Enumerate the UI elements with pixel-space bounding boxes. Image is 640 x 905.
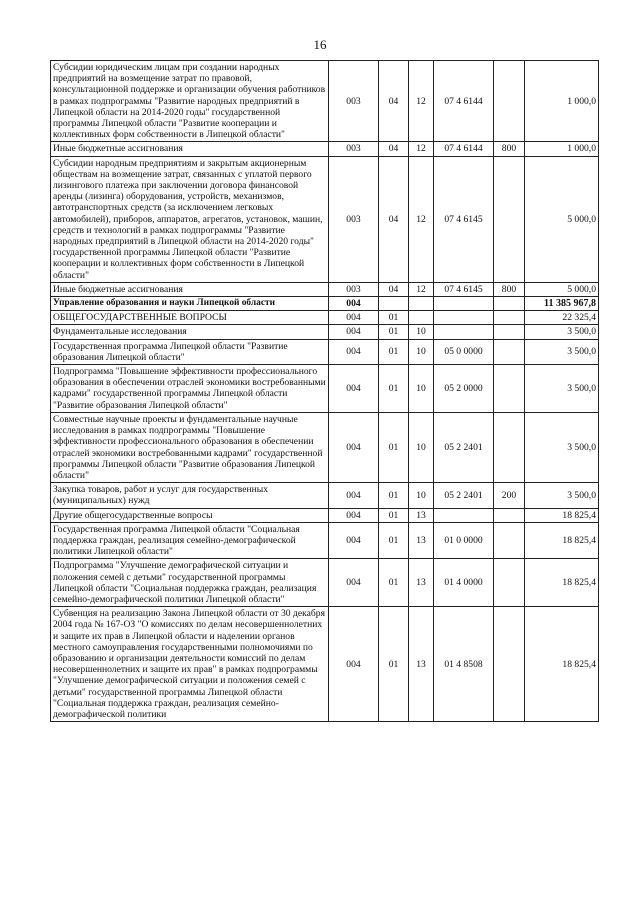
amount-cell: 18 825,4 (525, 522, 599, 559)
target-article-cell: 05 2 2401 (434, 483, 494, 508)
admin-code-cell: 004 (329, 311, 379, 325)
amount-cell: 5 000,0 (525, 156, 599, 282)
section-code-cell: 01 (379, 325, 409, 339)
expense-name-cell: Совместные научные проекты и фундаментальные научные исследования в рамках подпрограммы "Повышение эффективности профессионального образования в обеспечении отраслей экономики востребованными кадрами" государственной программы Липецкой области "Развитие образования Липецкой области" (51, 412, 329, 482)
budget-table (50, 60, 599, 722)
admin-code-cell: 004 (329, 559, 379, 607)
expense-name-cell: Подпрограмма "Повышение эффективности профессионального образования в обеспечении отраслей экономики востребованными кадрами" государственной программы Липецкой области "Развитие образования Липецкой области" (51, 365, 329, 413)
target-article-cell: 07 4 6144 (434, 61, 494, 142)
section-code-cell: 01 (379, 339, 409, 364)
expense-type-cell (494, 325, 525, 339)
amount-cell: 22 325,4 (525, 311, 599, 325)
subsection-code-cell: 10 (409, 365, 434, 413)
table-row (51, 325, 599, 339)
admin-code-cell: 004 (329, 339, 379, 364)
table-row (51, 311, 599, 325)
expense-name-cell: Подпрограмма "Улучшение демографической ситуации и положения семей с детьми" государственной программы Липецкой области "Социальная поддержка граждан, реализация семейно-демографической политики Липецкой области" (51, 559, 329, 607)
amount-cell: 3 500,0 (525, 412, 599, 482)
admin-code-cell: 004 (329, 508, 379, 522)
table-row (51, 365, 599, 413)
section-code-cell: 01 (379, 365, 409, 413)
expense-name-cell: Иные бюджетные ассигнования (51, 142, 329, 156)
amount-cell: 18 825,4 (525, 559, 599, 607)
section-code-cell: 01 (379, 607, 409, 722)
amount-cell: 3 500,0 (525, 483, 599, 508)
section-code-cell: 01 (379, 508, 409, 522)
expense-type-cell (494, 522, 525, 559)
expense-name-cell: Государственная программа Липецкой области "Социальная поддержка граждан, реализация семейно-демографической политики Липецкой области" (51, 522, 329, 559)
amount-cell: 18 825,4 (525, 508, 599, 522)
admin-code-cell: 003 (329, 142, 379, 156)
target-article-cell: 01 4 0000 (434, 559, 494, 607)
expense-type-cell (494, 297, 525, 311)
expense-name-cell: Государственная программа Липецкой области "Развитие образования Липецкой области" (51, 339, 329, 364)
admin-code-cell: 004 (329, 412, 379, 482)
budget-table-body (51, 61, 599, 722)
subsection-code-cell: 13 (409, 607, 434, 722)
expense-name-cell: Субвенция на реализацию Закона Липецкой области от 30 декабря 2004 года № 167-ОЗ "О комиссиях по делам несовершеннолетних и защите их прав в Липецкой области и наделении органов местного самоуправления государственными полномочиями по образованию и организации деятельности комиссий по делам несовершеннолетних и защите их прав" в рамках подпрограммы "Улучшение демографической ситуации и положения семей с детьми" государственной программы Липецкой области "Социальная поддержка граждан, реализация семейно-демографической политики (51, 607, 329, 722)
subsection-code-cell: 12 (409, 156, 434, 282)
subsection-code-cell: 10 (409, 412, 434, 482)
table-row (51, 412, 599, 482)
admin-code-cell: 003 (329, 156, 379, 282)
amount-cell: 5 000,0 (525, 282, 599, 296)
target-article-cell (434, 508, 494, 522)
table-row (51, 483, 599, 508)
target-article-cell: 05 0 0000 (434, 339, 494, 364)
subsection-code-cell: 10 (409, 325, 434, 339)
expense-name-cell: Другие общегосударственные вопросы (51, 508, 329, 522)
expense-name-cell: Закупка товаров, работ и услуг для государственных (муниципальных) нужд (51, 483, 329, 508)
expense-type-cell (494, 412, 525, 482)
expense-type-cell (494, 339, 525, 364)
amount-cell: 18 825,4 (525, 607, 599, 722)
table-row (51, 142, 599, 156)
target-article-cell: 01 0 0000 (434, 522, 494, 559)
table-row (51, 156, 599, 282)
section-code-cell: 01 (379, 522, 409, 559)
amount-cell: 1 000,0 (525, 142, 599, 156)
subsection-code-cell: 10 (409, 339, 434, 364)
target-article-cell (434, 297, 494, 311)
amount-cell: 3 500,0 (525, 325, 599, 339)
subsection-code-cell (409, 311, 434, 325)
expense-type-cell: 800 (494, 142, 525, 156)
table-row (51, 522, 599, 559)
subsection-code-cell: 13 (409, 522, 434, 559)
expense-name-cell: Субсидии юридическим лицам при создании народных предприятий на возмещение затрат по правовой, консультационной поддержке и организации обучения работников в рамках подпрограммы "Развитие народных предприятий в Липецкой области на 2014-2020 годы" государственной программы Липецкой области "Развитие кооперации и коллективных форм собственности в Липецкой области" (51, 61, 329, 142)
subsection-code-cell: 12 (409, 61, 434, 142)
admin-code-cell: 004 (329, 522, 379, 559)
admin-code-cell: 004 (329, 483, 379, 508)
section-code-cell (379, 297, 409, 311)
expense-name-cell: Фундаментальные исследования (51, 325, 329, 339)
section-code-cell: 04 (379, 156, 409, 282)
subsection-code-cell: 13 (409, 559, 434, 607)
subsection-code-cell: 12 (409, 282, 434, 296)
expense-type-cell (494, 365, 525, 413)
section-code-cell: 01 (379, 483, 409, 508)
expense-type-cell (494, 559, 525, 607)
table-row (51, 297, 599, 311)
page-number: 16 (313, 37, 327, 52)
target-article-cell: 01 4 8508 (434, 607, 494, 722)
admin-code-cell: 004 (329, 297, 379, 311)
subsection-code-cell: 13 (409, 508, 434, 522)
expense-name-cell: Управление образования и науки Липецкой области (51, 297, 329, 311)
expense-name-cell: Иные бюджетные ассигнования (51, 282, 329, 296)
expense-type-cell (494, 311, 525, 325)
section-code-cell: 04 (379, 282, 409, 296)
section-code-cell: 01 (379, 311, 409, 325)
section-code-cell: 01 (379, 412, 409, 482)
target-article-cell: 07 4 6145 (434, 282, 494, 296)
expense-type-cell: 200 (494, 483, 525, 508)
table-row (51, 559, 599, 607)
target-article-cell: 07 4 6145 (434, 156, 494, 282)
section-code-cell: 04 (379, 142, 409, 156)
subsection-code-cell: 12 (409, 142, 434, 156)
expense-type-cell (494, 508, 525, 522)
target-article-cell (434, 311, 494, 325)
section-code-cell: 04 (379, 61, 409, 142)
expense-type-cell: 800 (494, 282, 525, 296)
table-row (51, 282, 599, 296)
admin-code-cell: 004 (329, 365, 379, 413)
expense-type-cell (494, 607, 525, 722)
amount-cell: 1 000,0 (525, 61, 599, 142)
table-row (51, 508, 599, 522)
amount-cell: 3 500,0 (525, 365, 599, 413)
admin-code-cell: 003 (329, 61, 379, 142)
subsection-code-cell: 10 (409, 483, 434, 508)
table-row (51, 61, 599, 142)
amount-cell: 3 500,0 (525, 339, 599, 364)
expense-type-cell (494, 61, 525, 142)
target-article-cell: 07 4 6144 (434, 142, 494, 156)
target-article-cell: 05 2 0000 (434, 365, 494, 413)
target-article-cell (434, 325, 494, 339)
table-row (51, 607, 599, 722)
admin-code-cell: 003 (329, 282, 379, 296)
amount-cell: 11 385 967,8 (525, 297, 599, 311)
expense-type-cell (494, 156, 525, 282)
target-article-cell: 05 2 2401 (434, 412, 494, 482)
admin-code-cell: 004 (329, 607, 379, 722)
subsection-code-cell (409, 297, 434, 311)
admin-code-cell: 004 (329, 325, 379, 339)
section-code-cell: 01 (379, 559, 409, 607)
table-row (51, 339, 599, 364)
expense-name-cell: ОБЩЕГОСУДАРСТВЕННЫЕ ВОПРОСЫ (51, 311, 329, 325)
expense-name-cell: Субсидии народным предприятиям и закрытым акционерным обществам на возмещение затрат, связанных с уплатой первого лизингового платежа при заключении договора финансовой аренды (лизинга) оборудования, устройств, механизмов, автотранспортных средств (за исключением легковых автомобилей), приборов, аппаратов, агрегатов, установок, машин, средств и технологий в рамках подпрограммы "Развитие народных предприятий в Липецкой области на 2014-2020 годы" государственной программы Липецкой области "Развитие кооперации и коллективных форм собственности в Липецкой области" (51, 156, 329, 282)
